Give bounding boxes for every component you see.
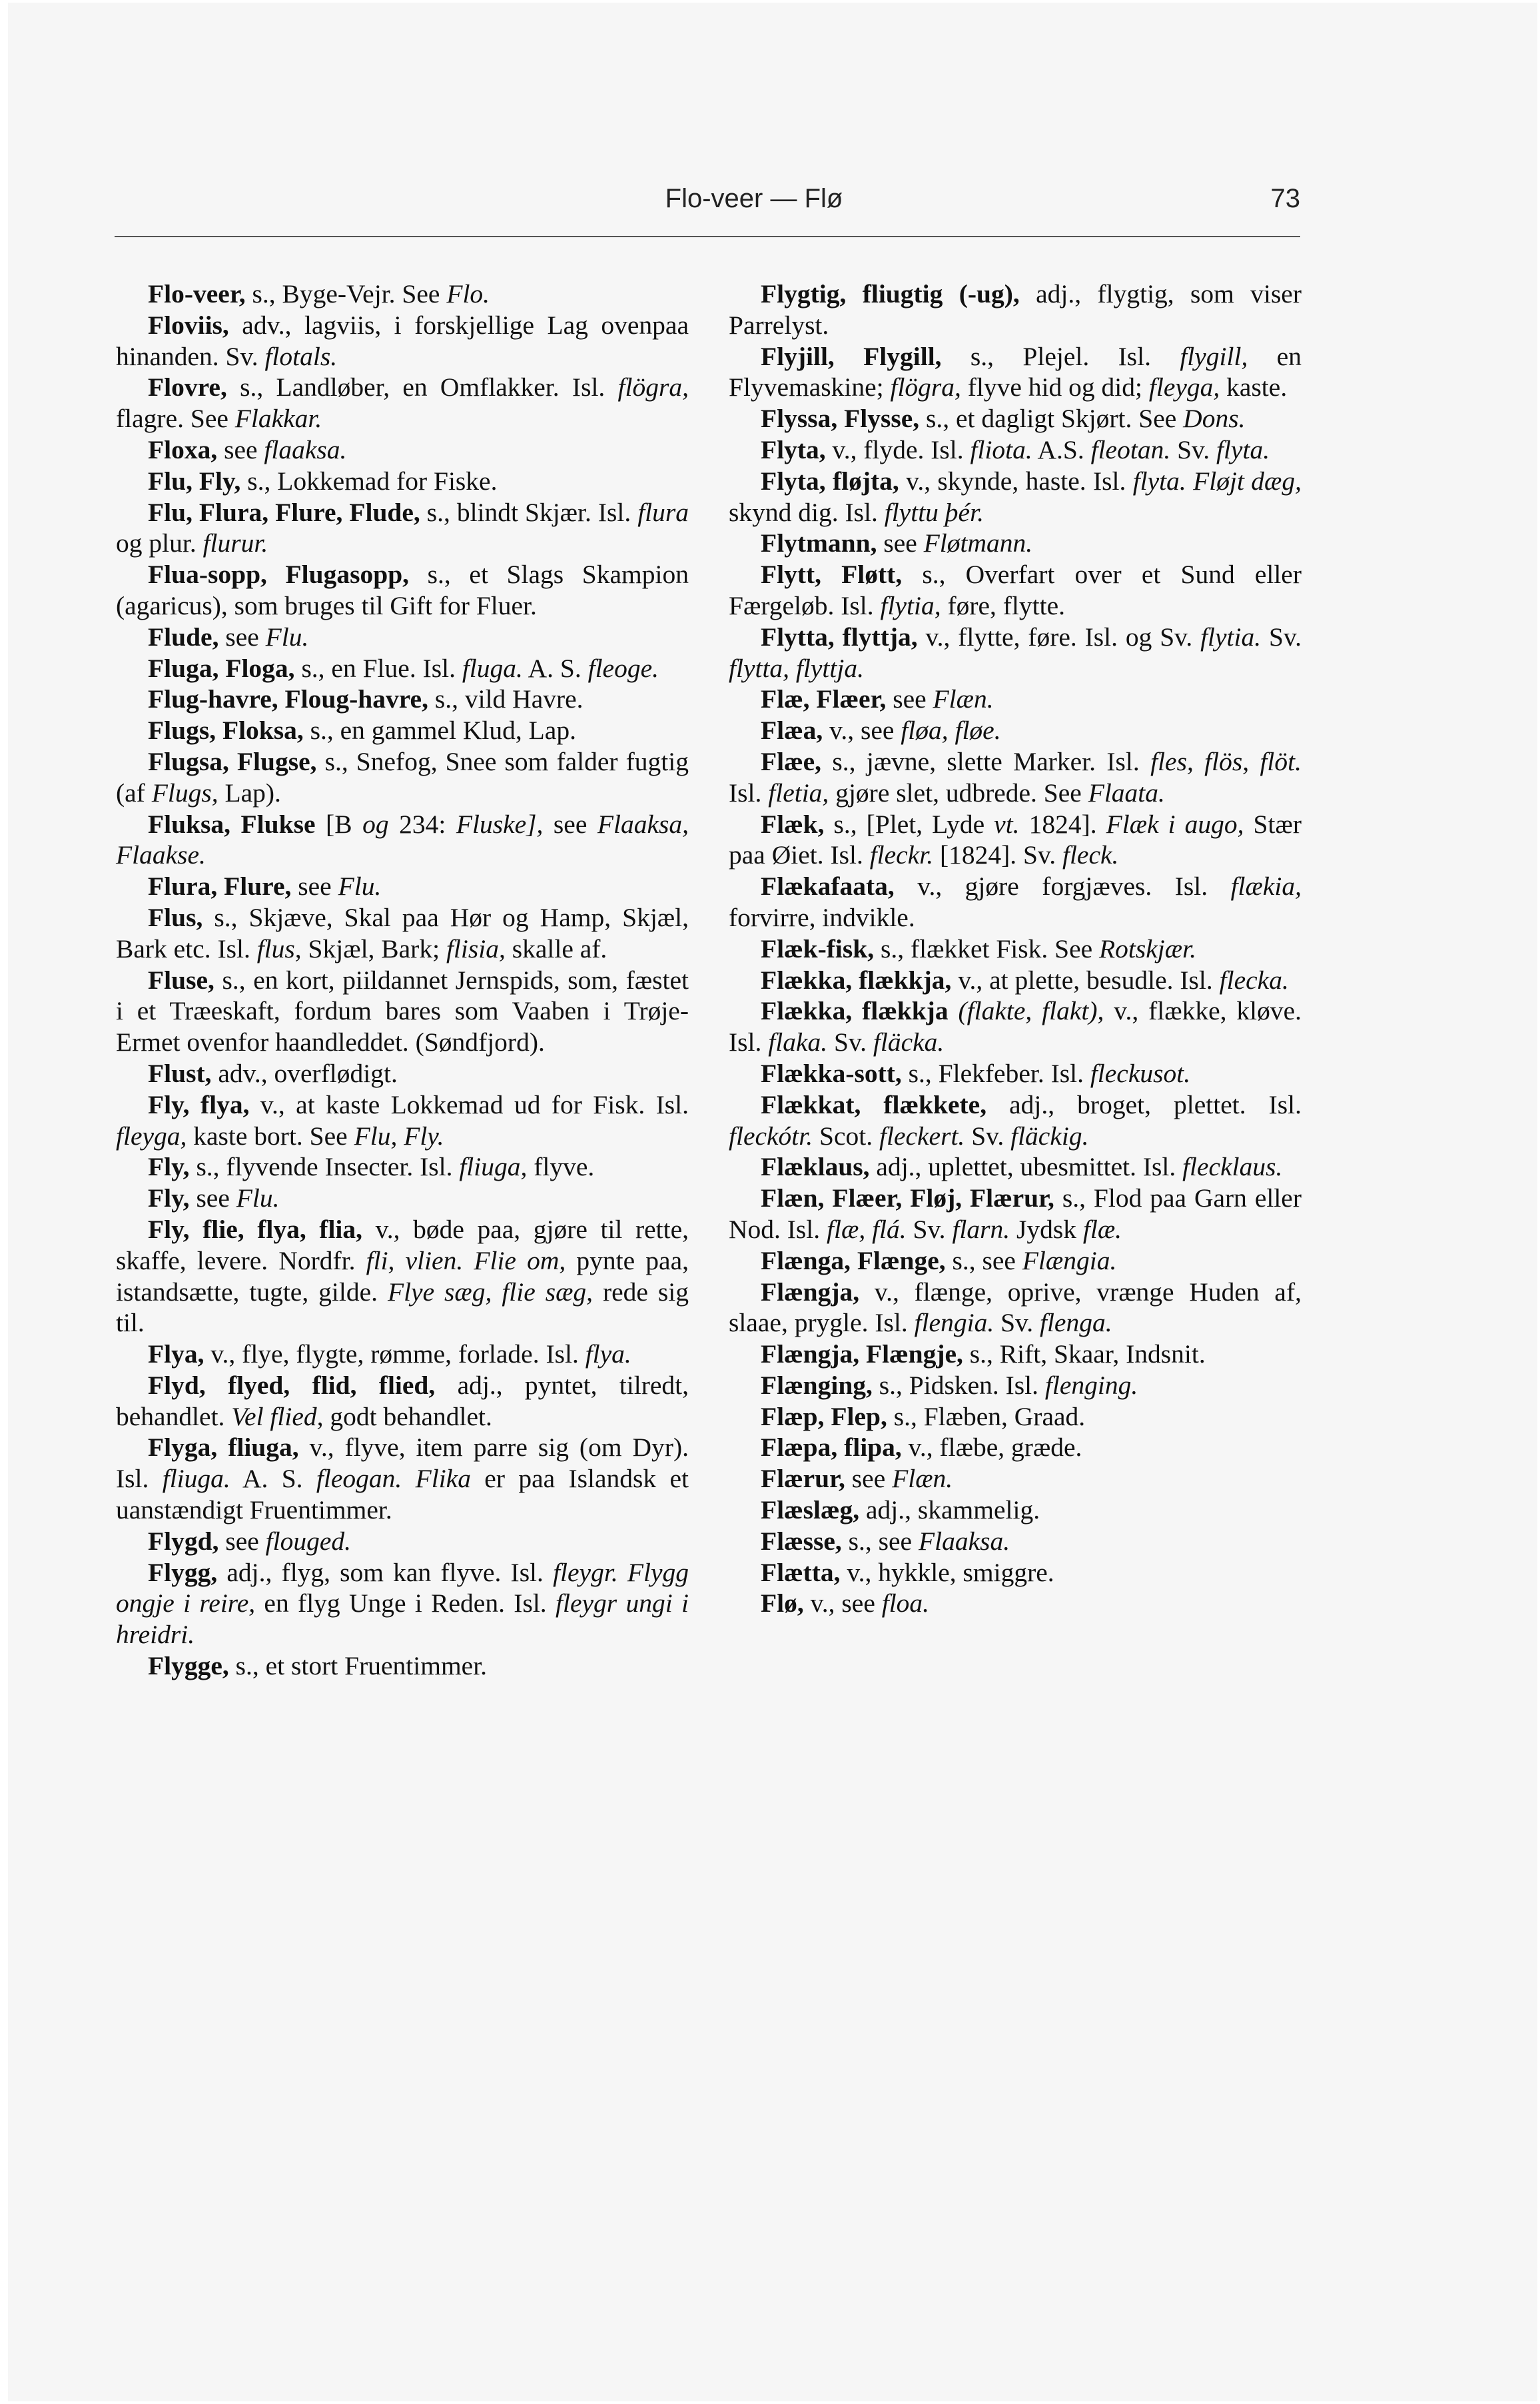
- entry-text: v., flænge, oprive, vrænge Huden af, slaae, prygle. Isl.: [729, 1277, 1302, 1338]
- italic-text: Flu.: [265, 622, 309, 652]
- dictionary-entry: [729, 279, 1302, 341]
- headword: Flura, Flure,: [148, 872, 292, 902]
- headword: Flygg,: [148, 1557, 218, 1587]
- dictionary-entry: [729, 1526, 1302, 1557]
- headword: Flæ, Flæer,: [761, 684, 887, 714]
- entry-text: s., Plejel. Isl.: [941, 341, 1180, 371]
- dictionary-entry: [116, 434, 689, 466]
- headword: Flærur,: [761, 1464, 845, 1494]
- dictionary-entry: [116, 622, 689, 653]
- italic-text: Dons.: [1183, 404, 1246, 434]
- entry-text: A. S.: [230, 1464, 316, 1494]
- entry-text: s., et stort Fruentimmer.: [228, 1651, 488, 1681]
- dictionary-entry: [729, 871, 1302, 933]
- entry-text: see: [218, 622, 266, 652]
- entry-text: see: [217, 434, 264, 464]
- headword: Flæsse,: [761, 1526, 842, 1556]
- entry-text: [B: [315, 809, 363, 839]
- headword: Fly,: [148, 1152, 190, 1182]
- dictionary-entry: [729, 434, 1302, 466]
- headword: Flygge,: [148, 1651, 229, 1681]
- italic-text: Flæn.: [933, 684, 994, 714]
- headword: Fluga, Floga,: [148, 653, 295, 683]
- entry-text: Sv.: [994, 1308, 1040, 1338]
- entry-text: Scot.: [813, 1121, 879, 1151]
- headword: Flæslæg,: [761, 1495, 860, 1525]
- italic-text: fleck.: [1062, 840, 1119, 870]
- headword: Flyta, fløjta,: [761, 466, 899, 496]
- italic-text: Flængia.: [1022, 1245, 1117, 1275]
- italic-text: Flo.: [446, 279, 490, 308]
- entry-text: rede sig til.: [116, 1277, 689, 1338]
- dictionary-entry: [116, 871, 689, 902]
- italic-text: Flæk i augo,: [1106, 809, 1244, 839]
- entry-text: adj., uplettet, ubesmittet. Isl.: [869, 1152, 1183, 1182]
- headword: Flo-veer,: [148, 279, 246, 308]
- dictionary-entry: [116, 902, 689, 965]
- headword: Flua-sopp, Flugasopp,: [148, 560, 410, 590]
- dictionary-entry: [729, 1089, 1302, 1152]
- entry-text: s., jævne, slette Marker. Isl.: [821, 746, 1151, 776]
- dictionary-entry: [729, 995, 1302, 1058]
- italic-text: flurur.: [202, 528, 268, 558]
- dictionary-entry: [729, 965, 1302, 996]
- italic-text: Flaaksa.: [918, 1526, 1010, 1556]
- italic-text: Flakkar.: [234, 404, 322, 434]
- running-header: Flo-veer — Flø: [665, 184, 843, 213]
- italic-text: fliuga.: [162, 1464, 230, 1494]
- entry-text: s., vild Havre.: [428, 684, 583, 714]
- entry-text: Skjæl, Bark;: [301, 933, 446, 963]
- dictionary-entry: [116, 1370, 689, 1433]
- entry-text: see: [218, 1526, 266, 1556]
- dictionary-entry: [729, 1401, 1302, 1433]
- entry-text: v., at plette, besudle. Isl.: [951, 965, 1220, 995]
- entry-text: v., skynde, haste. Isl.: [899, 466, 1133, 496]
- dictionary-entry: [729, 715, 1302, 746]
- entry-text: forvirre, indvikle.: [729, 902, 915, 932]
- entry-text: v., gjøre forgjæves. Isl.: [894, 872, 1231, 902]
- italic-text: flaka.: [768, 1027, 828, 1057]
- entry-text: s., Lokkemad for Fiske.: [240, 466, 498, 496]
- italic-text: Fløtmann.: [923, 528, 1033, 558]
- italic-text: Flye sæg, flie sæg,: [387, 1277, 593, 1307]
- headword: Fly,: [148, 1183, 190, 1213]
- italic-text: flyta.: [1216, 434, 1270, 464]
- italic-text: flaaksa.: [264, 434, 347, 464]
- entry-text: see: [877, 528, 924, 558]
- page-number: 73: [1270, 184, 1300, 213]
- dictionary-entry: [729, 1370, 1302, 1401]
- italic-text: fleogan. Flika: [316, 1464, 471, 1494]
- headword: Flækka-sott,: [761, 1058, 902, 1088]
- italic-text: fliuga,: [459, 1152, 528, 1182]
- headword: Flya,: [148, 1339, 204, 1369]
- headword: Flækafaata,: [761, 872, 895, 902]
- italic-text: fleckert.: [879, 1121, 965, 1151]
- italic-text: flæ, flá.: [827, 1214, 907, 1244]
- entry-text: see: [543, 809, 597, 839]
- headword: Flæk,: [761, 809, 825, 839]
- dictionary-entry: [116, 1183, 689, 1214]
- dictionary-entry: [729, 1495, 1302, 1526]
- headword: Flygtig, fliugtig (-ug),: [761, 279, 1020, 308]
- headword: Fly, flya,: [148, 1089, 250, 1119]
- entry-text: v., flæbe, græde.: [901, 1433, 1082, 1463]
- entry-text: see: [886, 684, 933, 714]
- italic-text: flenga.: [1039, 1308, 1112, 1338]
- dictionary-entry: [116, 965, 689, 1058]
- dictionary-entry: [729, 1058, 1302, 1089]
- entry-text: s., Landløber, en Omflakker. Isl.: [226, 372, 618, 402]
- dictionary-entry: [116, 279, 689, 310]
- dictionary-entry: [116, 809, 689, 872]
- dictionary-entry: [729, 1463, 1302, 1495]
- entry-text: A.S.: [1032, 434, 1091, 464]
- entry-text: flagre. See: [116, 404, 235, 434]
- entry-text: en flyg Unge i Reden. Isl.: [255, 1588, 556, 1618]
- dictionary-entry: [729, 1151, 1302, 1183]
- italic-text: Flaata.: [1088, 778, 1165, 808]
- entry-text: føre, flytte.: [941, 590, 1066, 620]
- entry-text: Stær paa Øiet. Isl.: [729, 809, 1302, 870]
- headword: Flæe,: [761, 746, 822, 776]
- entry-text: v., flye, flygte, rømme, forlade. Isl.: [204, 1339, 585, 1369]
- entry-text: s., en Flue. Isl.: [294, 653, 462, 683]
- entry-text: s., [Plet, Lyde: [824, 809, 994, 839]
- entry-text: v., flække, kløve. Isl.: [729, 996, 1302, 1057]
- headword: Flyga, fliuga,: [148, 1433, 299, 1463]
- entry-text: flyve.: [527, 1152, 595, 1182]
- italic-text: fluga.: [462, 653, 523, 683]
- entry-text: A. S.: [522, 653, 588, 683]
- headword: Flug-havre, Floug-havre,: [148, 684, 428, 714]
- headword: Flæpa, flipa,: [761, 1433, 902, 1463]
- entry-text: s., Flekfeber. Isl.: [901, 1058, 1090, 1088]
- entry-text: s., Byge-Vejr. See: [245, 279, 447, 308]
- italic-text: fleckusot.: [1090, 1058, 1191, 1088]
- entry-text: s., et Slags Skampion (agaricus), som bruges til Gift for Fluer.: [116, 560, 689, 620]
- entry-text: s., et dagligt Skjørt. See: [919, 404, 1184, 434]
- left-column: [116, 279, 689, 1682]
- dictionary-entry: [116, 684, 689, 715]
- italic-text: fläckig.: [1010, 1121, 1089, 1151]
- italic-text: fleyga,: [116, 1121, 187, 1151]
- dictionary-entry: [729, 1245, 1302, 1277]
- dictionary-entry: [729, 1277, 1302, 1339]
- dictionary-entry: [116, 1151, 689, 1183]
- header-rule: [115, 236, 1300, 237]
- italic-text: flyta. Fløjt dæg,: [1132, 466, 1302, 496]
- dictionary-page: [8, 3, 1537, 2401]
- headword: Flæa,: [761, 716, 823, 746]
- italic-text: flura: [637, 497, 689, 527]
- dictionary-entry: [729, 746, 1302, 809]
- italic-text: Flugs,: [151, 778, 218, 808]
- entry-text: s., Overfart over et Sund eller Færgeløb. Isl.: [729, 560, 1302, 620]
- italic-text: flengia.: [914, 1308, 994, 1338]
- italic-text: flæ.: [1082, 1214, 1122, 1244]
- headword: Flækkat, flækkete,: [761, 1089, 987, 1119]
- italic-text: flytia,: [880, 590, 941, 620]
- italic-text: fleyga,: [1148, 372, 1220, 402]
- dictionary-entry: [116, 372, 689, 434]
- headword: Flyssa, Flysse,: [761, 404, 920, 434]
- italic-text: fläcka.: [873, 1027, 945, 1057]
- entry-text: s., en gammel Klud, Lap.: [303, 716, 576, 746]
- entry-text: skynd dig. Isl.: [729, 497, 885, 527]
- dictionary-entry: [116, 1650, 689, 1682]
- entry-text: gjøre slet, udbrede. See: [829, 778, 1088, 808]
- entry-text: Isl.: [729, 778, 769, 808]
- dictionary-entry: [729, 809, 1302, 872]
- entry-text: v., hykkle, smiggre.: [840, 1557, 1054, 1587]
- entry-text: Jydsk: [1010, 1214, 1083, 1244]
- headword: Flæklaus,: [761, 1152, 870, 1182]
- italic-text: fleoge.: [587, 653, 659, 683]
- italic-text: flya.: [585, 1339, 631, 1369]
- entry-text: Sv.: [1170, 434, 1216, 464]
- dictionary-entry: [729, 528, 1302, 559]
- italic-text: flækia,: [1230, 872, 1302, 902]
- entry-text: adj., flyg, som kan flyve. Isl.: [217, 1557, 554, 1587]
- entry-text: [949, 996, 959, 1025]
- headword: Fly, flie, flya, flia,: [148, 1214, 363, 1244]
- italic-text: fletia,: [768, 778, 829, 808]
- headword: Flækka, flækkja: [761, 996, 949, 1026]
- headword: Flængja,: [761, 1277, 860, 1307]
- dictionary-entry: [116, 1214, 689, 1339]
- entry-text: s., see: [945, 1245, 1022, 1275]
- entry-text: kaste.: [1220, 372, 1288, 402]
- entry-text: adv., overflødigt.: [211, 1058, 398, 1088]
- headword: Floviis,: [148, 310, 229, 340]
- entry-text: s., blindt Skjær. Isl.: [420, 497, 638, 527]
- entry-text: v., flytte, føre. Isl. og Sv.: [917, 622, 1201, 652]
- entry-text: s., see: [841, 1526, 919, 1556]
- entry-text: 1824].: [1019, 809, 1106, 839]
- italic-text: fli, vlien. Flie om,: [366, 1245, 566, 1275]
- entry-text: kaste bort. See: [187, 1121, 354, 1151]
- dictionary-entry: [116, 746, 689, 809]
- italic-text: Flu.: [236, 1183, 280, 1213]
- dictionary-entry: [729, 559, 1302, 622]
- italic-text: fløa, fløe.: [901, 716, 1001, 746]
- entry-text: adv., lagviis, i forskjellige Lag ovenpaa hinanden. Sv.: [116, 310, 689, 371]
- entry-text: og plur.: [116, 528, 203, 558]
- dictionary-entry: [729, 622, 1302, 684]
- italic-text: flytta, flyttja.: [729, 653, 864, 683]
- dictionary-entry: [116, 715, 689, 746]
- entry-text: adj., flygtig, som viser Parrelyst.: [729, 279, 1302, 340]
- italic-text: floa.: [881, 1588, 930, 1618]
- italic-text: flouged.: [265, 1526, 351, 1556]
- italic-text: fles, flös, flöt.: [1150, 746, 1302, 776]
- headword: Flytmann,: [761, 528, 877, 558]
- entry-text: Sv.: [906, 1214, 953, 1244]
- dictionary-entry: [116, 1339, 689, 1370]
- dictionary-entry: [116, 466, 689, 497]
- dictionary-entry: [116, 310, 689, 372]
- italic-text: fleckr.: [869, 840, 934, 870]
- entry-text: v., flyve, item parre sig (om Dyr). Isl.: [116, 1433, 689, 1494]
- entry-text: see: [845, 1464, 893, 1494]
- entry-text: s., Pidsken. Isl.: [872, 1370, 1045, 1400]
- entry-text: godt behandlet.: [323, 1401, 492, 1431]
- headword: Flugsa, Flugse,: [148, 746, 317, 776]
- italic-text: Rotskjær.: [1099, 933, 1196, 963]
- entry-text: s., en kort, piildannet Jernspids, som, fæstet i et Træeskaft, fordum bares som Vaaben i Trøje-Ermet ovenfor haandleddet. (Søndfjord).: [116, 965, 689, 1057]
- entry-text: s., flækket Fisk. See: [874, 933, 1100, 963]
- dictionary-entry: [729, 684, 1302, 715]
- dictionary-entry: [729, 403, 1302, 434]
- italic-text: fleotan.: [1090, 434, 1171, 464]
- italic-text: Flu, Fly.: [354, 1121, 444, 1151]
- entry-text: en Flyvemaskine;: [729, 341, 1302, 402]
- headword: Floxa,: [148, 434, 218, 464]
- headword: Flæp, Flep,: [761, 1401, 887, 1431]
- headword: Flus,: [148, 902, 203, 932]
- headword: Flæn, Flæer, Fløj, Flærur,: [761, 1183, 1054, 1213]
- dictionary-entry: [729, 1339, 1302, 1370]
- italic-text: vt.: [994, 809, 1020, 839]
- headword: Flængja, Flængje,: [761, 1339, 963, 1369]
- right-column: [729, 279, 1302, 1619]
- entry-text: v., at kaste Lokkemad ud for Fisk. Isl.: [249, 1089, 689, 1119]
- entry-text: s., Snefog, Snee som falder fugtig (af: [116, 746, 689, 808]
- dictionary-entry: [116, 1432, 689, 1525]
- headword: Flænga, Flænge,: [761, 1245, 946, 1275]
- entry-text: s., Rift, Skaar, Indsnit.: [962, 1339, 1206, 1369]
- headword: Flyta,: [761, 434, 826, 464]
- headword: Fluksa, Flukse: [148, 809, 316, 839]
- entry-text: s., Flod paa Garn eller Nod. Isl.: [729, 1183, 1302, 1244]
- headword: Flude,: [148, 622, 219, 652]
- dictionary-entry: [116, 1557, 689, 1650]
- entry-text: adj., pyntet, tilredt, behandlet.: [116, 1370, 689, 1431]
- italic-text: flus,: [256, 933, 302, 963]
- dictionary-entry: [116, 559, 689, 622]
- headword: Flæk-fisk,: [761, 933, 875, 963]
- entry-text: s., Skjæve, Skal paa Hør og Hamp, Skjæl, Bark etc. Isl.: [116, 902, 689, 963]
- headword: Fluse,: [148, 965, 214, 995]
- entry-text: v., see: [823, 716, 901, 746]
- italic-text: og: [362, 809, 389, 839]
- dictionary-entry: [729, 1588, 1302, 1619]
- entry-text: s., flyvende Insecter. Isl.: [189, 1152, 460, 1182]
- dictionary-entry: [116, 653, 689, 684]
- headword: Flust,: [148, 1058, 212, 1088]
- entry-text: Sv.: [827, 1027, 873, 1057]
- italic-text: flotals.: [264, 341, 338, 371]
- entry-text: pynte paa, istandsætte, tugte, gilde.: [116, 1245, 689, 1307]
- italic-text: Vel flied,: [231, 1401, 324, 1431]
- italic-text: flecklaus.: [1182, 1152, 1283, 1182]
- dictionary-entry: [729, 933, 1302, 965]
- entry-text: adj., broget, plettet. Isl.: [986, 1089, 1302, 1119]
- dictionary-entry: [729, 1432, 1302, 1463]
- dictionary-entry: [729, 466, 1302, 528]
- entry-text: flyve hid og did;: [961, 372, 1149, 402]
- headword: Flytta, flyttja,: [761, 622, 918, 652]
- italic-text: flarn.: [952, 1214, 1010, 1244]
- dictionary-entry: [729, 1183, 1302, 1245]
- italic-text: flögra,: [617, 372, 689, 402]
- italic-text: Flæn.: [892, 1464, 953, 1494]
- italic-text: flisia,: [446, 933, 506, 963]
- entry-text: Sv.: [1261, 622, 1302, 652]
- dictionary-entry: [116, 497, 689, 560]
- headword: Flækka, flækkja,: [761, 965, 952, 995]
- italic-text: flytia.: [1200, 622, 1262, 652]
- italic-text: flecka.: [1219, 965, 1289, 995]
- dictionary-entry: [729, 1557, 1302, 1588]
- entry-text: v., bøde paa, gjøre til rette, skaffe, levere. Nordfr.: [116, 1214, 689, 1275]
- entry-text: see: [291, 872, 338, 902]
- dictionary-entry: [729, 341, 1302, 404]
- entry-text: er paa Islandsk et uanstændigt Fruentimmer.: [116, 1464, 689, 1525]
- dictionary-entry: [116, 1089, 689, 1152]
- italic-text: flenging.: [1044, 1370, 1138, 1400]
- italic-text: flygill,: [1180, 341, 1248, 371]
- headword: Flætta,: [761, 1557, 841, 1587]
- italic-text: fliota.: [970, 434, 1032, 464]
- entry-text: Lap).: [218, 778, 281, 808]
- italic-text: (flakte, flakt),: [958, 996, 1104, 1026]
- headword: Flyjill, Flygill,: [761, 341, 942, 371]
- entry-text: skalle af.: [505, 933, 607, 963]
- entry-text: see: [189, 1183, 236, 1213]
- dictionary-entry: [116, 1526, 689, 1557]
- entry-text: Sv.: [964, 1121, 1011, 1151]
- headword: Flu, Fly,: [148, 466, 241, 496]
- italic-text: flögra,: [890, 372, 961, 402]
- entry-text: 234:: [388, 809, 456, 839]
- headword: Flugs, Floksa,: [148, 716, 304, 746]
- entry-text: [1824]. Sv.: [933, 840, 1062, 870]
- dictionary-entry: [116, 1058, 689, 1089]
- entry-text: adj., skammelig.: [859, 1495, 1040, 1525]
- headword: Flyd, flyed, flid, flied,: [148, 1370, 436, 1400]
- italic-text: Flu.: [338, 872, 382, 902]
- italic-text: fleygr. Flygg ongje i reire,: [116, 1557, 689, 1618]
- headword: Flovre,: [148, 372, 227, 402]
- entry-text: v., see: [803, 1588, 882, 1618]
- italic-text: fleckótr.: [729, 1121, 813, 1151]
- headword: Flygd,: [148, 1526, 219, 1556]
- headword: Flu, Flura, Flure, Flude,: [148, 497, 420, 527]
- italic-text: Flaaksa, Flaakse.: [116, 809, 689, 870]
- entry-text: v., flyde. Isl.: [825, 434, 970, 464]
- headword: Flænging,: [761, 1370, 873, 1400]
- italic-text: fleygr ungi i hreidri.: [116, 1588, 689, 1650]
- italic-text: Fluske],: [456, 809, 544, 839]
- italic-text: flyttu þér.: [884, 497, 984, 527]
- entry-text: s., Flæben, Graad.: [887, 1401, 1086, 1431]
- headword: Flytt, Fløtt,: [761, 560, 903, 590]
- headword: Flø,: [761, 1588, 804, 1618]
